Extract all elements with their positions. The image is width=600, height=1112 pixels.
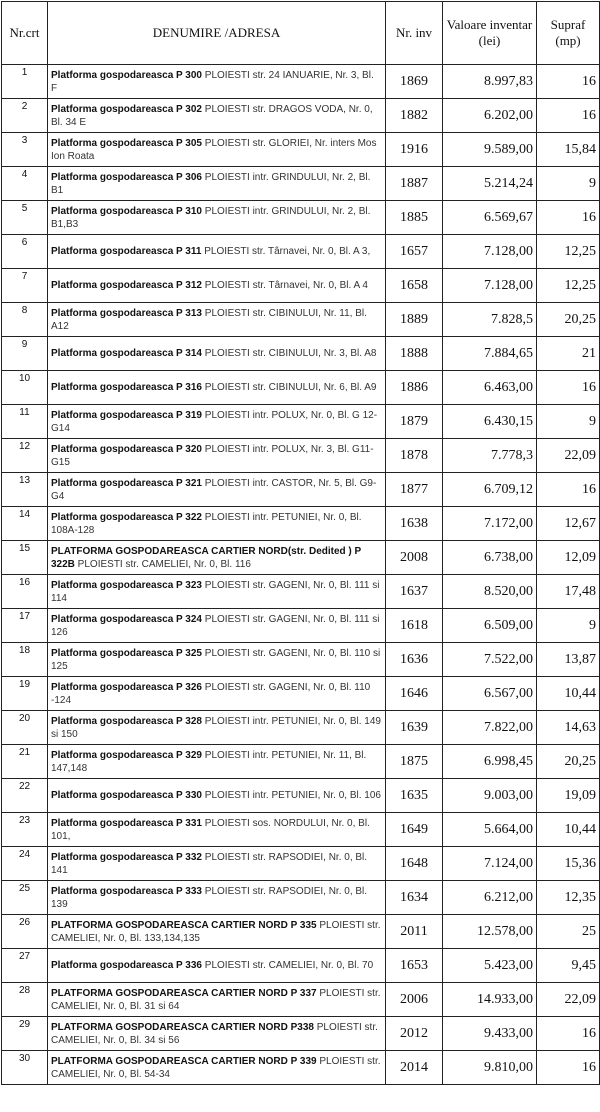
row-inv: 1639 (386, 711, 443, 745)
row-address: PLOIESTI str. CIBINULUI, Nr. 6, Bl. A9 (202, 382, 377, 393)
table-row (2, 541, 600, 575)
row-valoare: 8.520,00 (443, 575, 537, 609)
row-number: 5 (2, 201, 48, 235)
row-supraf: 12,35 (537, 881, 600, 915)
row-number: 26 (2, 915, 48, 949)
row-denumire (48, 677, 386, 711)
row-valoare: 6.509,00 (443, 609, 537, 643)
row-denumire (48, 983, 386, 1017)
row-address: PLOIESTI str. CAMELIEI, Nr. 0, Bl. 54-34 (51, 1055, 381, 1080)
row-supraf: 16 (537, 1051, 600, 1085)
row-address: PLOIESTI str. CIBINULUI, Nr. 3, Bl. A8 (202, 348, 377, 359)
row-name: PLATFORMA GOSPODAREASCA CARTIER NORD(str. Dedited ) P 322B (51, 545, 362, 570)
row-supraf: 9 (537, 167, 600, 201)
header-nr: Nr.crt (2, 2, 48, 65)
row-number: 27 (2, 949, 48, 983)
row-valoare: 14.933,00 (443, 983, 537, 1017)
row-address: PLOIESTI str. CAMELIEI, Nr. 0, Bl. 34 si 56 (51, 1021, 378, 1046)
table-row (2, 915, 600, 949)
row-name: Platforma gospodareasca P 313 (51, 307, 202, 319)
row-supraf: 16 (537, 1017, 600, 1051)
row-supraf: 16 (537, 371, 600, 405)
row-supraf: 19,09 (537, 779, 600, 813)
row-name: Platforma gospodareasca P 311 (51, 246, 202, 257)
row-inv: 1869 (386, 65, 443, 99)
row-number: 9 (2, 337, 48, 371)
table-row (2, 1051, 600, 1085)
row-address: PLOIESTI str. GLORIEI, Nr. inters Mos Ion Roata (51, 137, 377, 162)
row-valoare: 7.522,00 (443, 643, 537, 677)
row-number: 10 (2, 371, 48, 405)
row-denumire (48, 847, 386, 881)
table-row (2, 507, 600, 541)
row-name: Platforma gospodareasca P 321 (51, 477, 202, 489)
row-address: PLOIESTI intr. PETUNIEI, Nr. 0, Bl. 149 si 150 (51, 715, 381, 740)
row-number: 12 (2, 439, 48, 473)
row-address: PLOIESTI sos. NORDULUI, Nr. 0, Bl. 101, (51, 817, 370, 842)
table-body (2, 65, 600, 1085)
table-row (2, 847, 600, 881)
row-number: 21 (2, 745, 48, 779)
row-denumire (48, 337, 386, 371)
table-row (2, 405, 600, 439)
row-number: 30 (2, 1051, 48, 1085)
row-address: PLOIESTI intr. GRINDULUI, Nr. 2, Bl. B1 (51, 171, 371, 196)
row-number: 19 (2, 677, 48, 711)
table-row (2, 1017, 600, 1051)
row-name: Platforma gospodareasca P 332 (51, 851, 202, 863)
row-supraf: 13,87 (537, 643, 600, 677)
row-address: PLOIESTI str. GAGENI, Nr. 0, Bl. 110 si 125 (51, 647, 381, 672)
row-valoare: 7.822,00 (443, 711, 537, 745)
row-number: 29 (2, 1017, 48, 1051)
row-supraf: 12,25 (537, 269, 600, 303)
row-name: PLATFORMA GOSPODAREASCA CARTIER NORD P 337 (51, 987, 317, 999)
row-supraf: 10,44 (537, 813, 600, 847)
header-denumire: DENUMIRE /ADRESA (48, 2, 386, 65)
row-denumire (48, 915, 386, 949)
table-row (2, 711, 600, 745)
table-row (2, 779, 600, 813)
row-number: 13 (2, 473, 48, 507)
row-supraf: 22,09 (537, 983, 600, 1017)
row-inv: 1658 (386, 269, 443, 303)
table-row (2, 439, 600, 473)
row-name: PLATFORMA GOSPODAREASCA CARTIER NORD P 339 (51, 1055, 317, 1067)
row-supraf: 9,45 (537, 949, 600, 983)
row-valoare: 7.778,3 (443, 439, 537, 473)
row-supraf: 21 (537, 337, 600, 371)
row-supraf: 12,09 (537, 541, 600, 575)
row-address: PLOIESTI intr. POLUX, Nr. 0, Bl. G 12-G14 (51, 409, 378, 434)
row-denumire (48, 371, 386, 405)
row-number: 24 (2, 847, 48, 881)
row-denumire (48, 745, 386, 779)
row-name: Platforma gospodareasca P 319 (51, 409, 202, 421)
row-denumire (48, 65, 386, 99)
header-valoare: Valoare inventar (lei) (443, 2, 537, 65)
row-number: 28 (2, 983, 48, 1017)
row-name: PLATFORMA GOSPODAREASCA CARTIER NORD P 335 (51, 919, 317, 931)
row-denumire (48, 541, 386, 575)
row-address: PLOIESTI str. CAMELIEI, Nr. 0, Bl. 31 si 64 (51, 987, 381, 1012)
row-inv: 1916 (386, 133, 443, 167)
row-valoare: 7.828,5 (443, 303, 537, 337)
row-supraf: 16 (537, 99, 600, 133)
row-name: Platforma gospodareasca P 314 (51, 348, 202, 359)
table-row (2, 133, 600, 167)
table-row (2, 337, 600, 371)
row-name: Platforma gospodareasca P 329 (51, 749, 202, 761)
row-inv: 1636 (386, 643, 443, 677)
table-row (2, 575, 600, 609)
row-supraf: 12,25 (537, 235, 600, 269)
row-supraf: 9 (537, 609, 600, 643)
row-denumire (48, 711, 386, 745)
row-valoare: 5.214,24 (443, 167, 537, 201)
row-number: 22 (2, 779, 48, 813)
row-name: Platforma gospodareasca P 333 (51, 885, 202, 897)
table-row (2, 983, 600, 1017)
row-name: Platforma gospodareasca P 312 (51, 280, 202, 291)
row-inv: 1878 (386, 439, 443, 473)
row-inv: 1885 (386, 201, 443, 235)
row-valoare: 7.884,65 (443, 337, 537, 371)
row-denumire (48, 949, 386, 983)
row-denumire (48, 99, 386, 133)
row-denumire (48, 1051, 386, 1085)
row-supraf: 25 (537, 915, 600, 949)
row-valoare: 5.423,00 (443, 949, 537, 983)
row-supraf: 14,63 (537, 711, 600, 745)
row-denumire (48, 1017, 386, 1051)
row-denumire (48, 167, 386, 201)
row-inv: 1634 (386, 881, 443, 915)
row-supraf: 10,44 (537, 677, 600, 711)
row-denumire (48, 235, 386, 269)
row-name: Platforma gospodareasca P 324 (51, 613, 202, 625)
row-name: Platforma gospodareasca P 305 (51, 137, 202, 149)
row-valoare: 5.664,00 (443, 813, 537, 847)
table-row (2, 235, 600, 269)
row-number: 2 (2, 99, 48, 133)
row-name: Platforma gospodareasca P 336 (51, 960, 202, 971)
table-row (2, 745, 600, 779)
row-denumire (48, 643, 386, 677)
row-valoare: 7.128,00 (443, 235, 537, 269)
row-denumire (48, 473, 386, 507)
row-number: 17 (2, 609, 48, 643)
row-denumire (48, 609, 386, 643)
row-address: PLOIESTI intr. POLUX, Nr. 3, Bl. G11-G15 (51, 443, 374, 468)
row-valoare: 7.124,00 (443, 847, 537, 881)
row-number: 8 (2, 303, 48, 337)
inventory-table (1, 1, 600, 1085)
row-number: 15 (2, 541, 48, 575)
row-name: Platforma gospodareasca P 330 (51, 790, 202, 801)
table-row (2, 167, 600, 201)
row-denumire (48, 575, 386, 609)
row-name: Platforma gospodareasca P 320 (51, 443, 202, 455)
row-address: PLOIESTI intr. PETUNIEI, Nr. 0, Bl. 108A-128 (51, 511, 362, 536)
row-name: Platforma gospodareasca P 328 (51, 715, 202, 727)
header-row (2, 2, 600, 65)
row-number: 25 (2, 881, 48, 915)
row-address: PLOIESTI str. RAPSODIEI, Nr. 0, Bl. 139 (51, 885, 368, 910)
row-number: 18 (2, 643, 48, 677)
row-valoare: 6.709,12 (443, 473, 537, 507)
row-inv: 1888 (386, 337, 443, 371)
row-denumire (48, 813, 386, 847)
row-inv: 1637 (386, 575, 443, 609)
table-row (2, 269, 600, 303)
table-row (2, 881, 600, 915)
row-valoare: 6.738,00 (443, 541, 537, 575)
row-number: 7 (2, 269, 48, 303)
row-number: 14 (2, 507, 48, 541)
row-inv: 1653 (386, 949, 443, 983)
table-row (2, 643, 600, 677)
row-supraf: 12,67 (537, 507, 600, 541)
row-inv: 2011 (386, 915, 443, 949)
row-valoare: 6.463,00 (443, 371, 537, 405)
row-denumire (48, 201, 386, 235)
row-valoare: 6.430,15 (443, 405, 537, 439)
row-inv: 2014 (386, 1051, 443, 1085)
row-number: 4 (2, 167, 48, 201)
row-inv: 1648 (386, 847, 443, 881)
row-denumire (48, 507, 386, 541)
row-name: Platforma gospodareasca P 325 (51, 647, 202, 659)
row-valoare: 9.003,00 (443, 779, 537, 813)
row-name: Platforma gospodareasca P 322 (51, 511, 202, 523)
row-address: PLOIESTI str. CAMELIEI, Nr. 0, Bl. 70 (202, 960, 374, 971)
row-denumire (48, 439, 386, 473)
row-valoare: 7.172,00 (443, 507, 537, 541)
row-valoare: 9.810,00 (443, 1051, 537, 1085)
row-inv: 1646 (386, 677, 443, 711)
row-name: Platforma gospodareasca P 302 (51, 103, 202, 115)
row-valoare: 6.998,45 (443, 745, 537, 779)
row-valoare: 6.567,00 (443, 677, 537, 711)
row-denumire (48, 405, 386, 439)
row-name: Platforma gospodareasca P 316 (51, 382, 202, 393)
row-number: 6 (2, 235, 48, 269)
table-row (2, 609, 600, 643)
row-valoare: 6.212,00 (443, 881, 537, 915)
row-valoare: 12.578,00 (443, 915, 537, 949)
row-address: PLOIESTI intr. CASTOR, Nr. 5, Bl. G9-G4 (51, 477, 377, 502)
table-row (2, 473, 600, 507)
row-number: 16 (2, 575, 48, 609)
row-supraf: 16 (537, 201, 600, 235)
row-name: Platforma gospodareasca P 331 (51, 817, 202, 829)
row-inv: 1887 (386, 167, 443, 201)
row-name: Platforma gospodareasca P 323 (51, 579, 202, 591)
row-inv: 2008 (386, 541, 443, 575)
row-address: PLOIESTI intr. GRINDULUI, Nr. 2, Bl. B1,B3 (51, 205, 371, 230)
row-number: 1 (2, 65, 48, 99)
row-address: PLOIESTI str. Târnavei, Nr. 0, Bl. A 4 (202, 280, 368, 291)
table-row (2, 371, 600, 405)
row-inv: 1635 (386, 779, 443, 813)
row-denumire (48, 303, 386, 337)
row-address: PLOIESTI str. 24 IANUARIE, Nr. 3, Bl. F (51, 69, 374, 94)
row-address: PLOIESTI intr. PETUNIEI, Nr. 0, Bl. 106 (202, 790, 381, 801)
row-supraf: 17,48 (537, 575, 600, 609)
table-row (2, 303, 600, 337)
row-supraf: 9 (537, 405, 600, 439)
row-name: Platforma gospodareasca P 310 (51, 205, 202, 217)
row-supraf: 15,36 (537, 847, 600, 881)
row-address: PLOIESTI str. DRAGOS VODA, Nr. 0, Bl. 34 E (51, 103, 373, 128)
row-valoare: 8.997,83 (443, 65, 537, 99)
row-address: PLOIESTI str. GAGENI, Nr. 0, Bl. 111 si 126 (51, 613, 380, 638)
row-inv: 1882 (386, 99, 443, 133)
row-name: Platforma gospodareasca P 326 (51, 681, 202, 693)
row-inv: 1875 (386, 745, 443, 779)
row-valoare: 7.128,00 (443, 269, 537, 303)
row-inv: 2012 (386, 1017, 443, 1051)
row-number: 3 (2, 133, 48, 167)
row-inv: 1877 (386, 473, 443, 507)
row-address: PLOIESTI str. CAMELIEI, Nr. 0, Bl. 133,134,135 (51, 919, 381, 944)
row-inv: 1886 (386, 371, 443, 405)
row-address: PLOIESTI str. CIBINULUI, Nr. 11, Bl. A12 (51, 307, 367, 332)
table-row (2, 813, 600, 847)
row-supraf: 22,09 (537, 439, 600, 473)
row-inv: 1879 (386, 405, 443, 439)
row-number: 20 (2, 711, 48, 745)
header-supraf: Supraf (mp) (537, 2, 600, 65)
row-valoare: 6.569,67 (443, 201, 537, 235)
row-address: PLOIESTI str. Târnavei, Nr. 0, Bl. A 3, (201, 246, 371, 257)
table-row (2, 949, 600, 983)
row-supraf: 15,84 (537, 133, 600, 167)
table-row (2, 677, 600, 711)
row-inv: 1657 (386, 235, 443, 269)
row-valoare: 9.589,00 (443, 133, 537, 167)
header-inv: Nr. inv (386, 2, 443, 65)
row-name: Platforma gospodareasca P 300 (51, 69, 202, 81)
table-row (2, 99, 600, 133)
row-denumire (48, 881, 386, 915)
row-address: PLOIESTI str. RAPSODIEI, Nr. 0, Bl. 141 (51, 851, 368, 876)
row-address: PLOIESTI intr. PETUNIEI, Nr. 11, Bl. 147,148 (51, 749, 367, 774)
row-inv: 1649 (386, 813, 443, 847)
row-supraf: 16 (537, 473, 600, 507)
row-denumire (48, 269, 386, 303)
row-inv: 1638 (386, 507, 443, 541)
row-address: PLOIESTI str. CAMELIEI, Nr. 0, Bl. 116 (74, 558, 251, 570)
row-supraf: 20,25 (537, 745, 600, 779)
row-inv: 2006 (386, 983, 443, 1017)
row-number: 23 (2, 813, 48, 847)
row-inv: 1618 (386, 609, 443, 643)
row-denumire (48, 133, 386, 167)
row-number: 11 (2, 405, 48, 439)
row-inv: 1889 (386, 303, 443, 337)
row-supraf: 16 (537, 65, 600, 99)
row-denumire (48, 779, 386, 813)
table-row (2, 65, 600, 99)
table-row (2, 201, 600, 235)
row-valoare: 6.202,00 (443, 99, 537, 133)
row-address: PLOIESTI str. GAGENI, Nr. 0, Bl. 111 si 114 (51, 579, 380, 604)
row-address: PLOIESTI str. GAGENI, Nr. 0, Bl. 110 -124 (51, 681, 371, 706)
row-name: Platforma gospodareasca P 306 (51, 171, 202, 183)
row-valoare: 9.433,00 (443, 1017, 537, 1051)
row-name: PLATFORMA GOSPODAREASCA CARTIER NORD P338 (51, 1021, 314, 1033)
row-supraf: 20,25 (537, 303, 600, 337)
